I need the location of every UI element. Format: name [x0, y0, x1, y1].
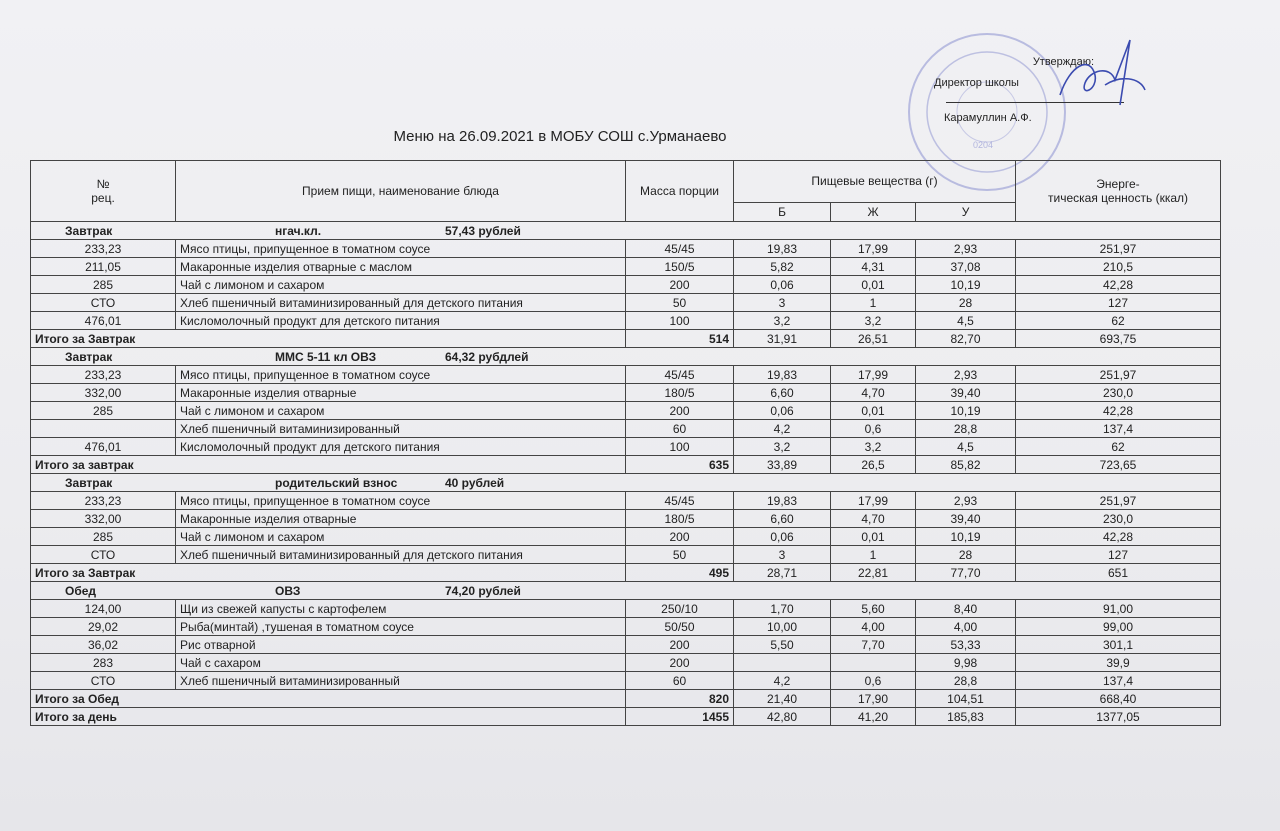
- energy-cell: 127: [1016, 546, 1221, 564]
- header-mass: Масса порции: [626, 161, 734, 222]
- dish-row: [31, 294, 1221, 312]
- mass-cell: 60: [626, 420, 734, 438]
- dish-row: [31, 420, 1221, 438]
- mass-cell: 200: [626, 636, 734, 654]
- total-row: [31, 330, 1221, 348]
- fat-cell: 4,00: [831, 618, 916, 636]
- header-nutrients: Пищевые вещества (г): [734, 161, 1016, 203]
- energy-cell: 210,5: [1016, 258, 1221, 276]
- fat-cell: 3,2: [831, 438, 916, 456]
- mass-cell: 250/10: [626, 600, 734, 618]
- dish-cell: Чай с лимоном и сахаром: [176, 528, 626, 546]
- dish-cell: Мясо птицы, припущенное в томатном соусе: [176, 366, 626, 384]
- total-energy: 651: [1016, 564, 1221, 582]
- day-total-row: [31, 708, 1221, 726]
- total-protein: 33,89: [734, 456, 831, 474]
- carbs-cell: 2,93: [916, 366, 1016, 384]
- section-header-row: [31, 474, 1221, 492]
- mass-cell: 180/5: [626, 510, 734, 528]
- section-meal: Завтрак: [65, 349, 113, 364]
- fat-cell: 1: [831, 546, 916, 564]
- section-group: родительский взнос: [275, 475, 398, 490]
- carbs-cell: 2,93: [916, 492, 1016, 510]
- dish-cell: Макаронные изделия отварные: [176, 384, 626, 402]
- fat-cell: 17,99: [831, 240, 916, 258]
- mass-cell: 60: [626, 672, 734, 690]
- fat-cell: 4,70: [831, 384, 916, 402]
- section-meal: Завтрак: [65, 223, 113, 238]
- energy-cell: 137,4: [1016, 672, 1221, 690]
- rec-no-cell: 233,23: [31, 240, 176, 258]
- protein-cell: 6,60: [734, 510, 831, 528]
- carbs-cell: 4,5: [916, 312, 1016, 330]
- protein-cell: 19,83: [734, 366, 831, 384]
- fat-cell: 7,70: [831, 636, 916, 654]
- total-energy: 693,75: [1016, 330, 1221, 348]
- total-row: [31, 690, 1221, 708]
- mass-cell: 45/45: [626, 366, 734, 384]
- energy-cell: 62: [1016, 312, 1221, 330]
- carbs-cell: 10,19: [916, 402, 1016, 420]
- protein-cell: 19,83: [734, 240, 831, 258]
- carbs-cell: 10,19: [916, 528, 1016, 546]
- day-total-mass: 1455: [626, 708, 734, 726]
- mass-cell: 50: [626, 546, 734, 564]
- rec-no-cell: [31, 420, 176, 438]
- dish-cell: Рис отварной: [176, 636, 626, 654]
- dish-cell: Мясо птицы, припущенное в томатном соусе: [176, 240, 626, 258]
- dish-row: [31, 402, 1221, 420]
- total-fat: 26,51: [831, 330, 916, 348]
- section-meal: Обед: [65, 583, 97, 598]
- energy-cell: 251,97: [1016, 366, 1221, 384]
- section-header: [31, 348, 1221, 366]
- fat-cell: 0,01: [831, 276, 916, 294]
- approval-line-3: Карамуллин А.Ф.: [944, 112, 1032, 124]
- rec-no-cell: 332,00: [31, 384, 176, 402]
- section-header: [31, 222, 1221, 240]
- dish-row: [31, 672, 1221, 690]
- rec-no-cell: 285: [31, 402, 176, 420]
- protein-cell: [734, 654, 831, 672]
- section-group: нгач.кл.: [275, 223, 322, 238]
- energy-cell: 251,97: [1016, 240, 1221, 258]
- carbs-cell: 53,33: [916, 636, 1016, 654]
- rec-no-cell: 476,01: [31, 312, 176, 330]
- day-total-protein: 42,80: [734, 708, 831, 726]
- mass-cell: 45/45: [626, 240, 734, 258]
- dish-row: [31, 240, 1221, 258]
- header-carbs: У: [916, 202, 1016, 221]
- day-total-fat: 41,20: [831, 708, 916, 726]
- section-price: 64,32 рубдлей: [445, 349, 529, 364]
- day-total-label: Итого за день: [31, 708, 626, 726]
- carbs-cell: 4,5: [916, 438, 1016, 456]
- dish-row: [31, 276, 1221, 294]
- fat-cell: 17,99: [831, 492, 916, 510]
- total-energy: 723,65: [1016, 456, 1221, 474]
- approval-line-1: Утверждаю:: [1032, 56, 1094, 68]
- mass-cell: 150/5: [626, 258, 734, 276]
- carbs-cell: 2,93: [916, 240, 1016, 258]
- dish-row: [31, 654, 1221, 672]
- dish-cell: Кисломолочный продукт для детского питания: [176, 438, 626, 456]
- energy-cell: 42,28: [1016, 528, 1221, 546]
- fat-cell: 0,6: [831, 672, 916, 690]
- total-row: [31, 456, 1221, 474]
- rec-no-cell: СТО: [31, 294, 176, 312]
- mass-cell: 45/45: [626, 492, 734, 510]
- header-row-1: [31, 161, 1221, 203]
- header-fat: Ж: [831, 202, 916, 221]
- header-dish: Прием пищи, наименование блюда: [176, 161, 626, 222]
- rec-no-cell: 36,02: [31, 636, 176, 654]
- total-protein: 28,71: [734, 564, 831, 582]
- energy-cell: 39,9: [1016, 654, 1221, 672]
- dish-row: [31, 618, 1221, 636]
- section-header-row: [31, 582, 1221, 600]
- menu-table: [30, 160, 1221, 726]
- mass-cell: 50: [626, 294, 734, 312]
- mass-cell: 180/5: [626, 384, 734, 402]
- dish-cell: Хлеб пшеничный витаминизированный: [176, 420, 626, 438]
- dish-cell: Чай с сахаром: [176, 654, 626, 672]
- protein-cell: 19,83: [734, 492, 831, 510]
- dish-row: [31, 384, 1221, 402]
- energy-cell: 42,28: [1016, 402, 1221, 420]
- fat-cell: 17,99: [831, 366, 916, 384]
- carbs-cell: 39,40: [916, 510, 1016, 528]
- protein-cell: 0,06: [734, 402, 831, 420]
- mass-cell: 200: [626, 402, 734, 420]
- energy-cell: 62: [1016, 438, 1221, 456]
- mass-cell: 50/50: [626, 618, 734, 636]
- protein-cell: 3: [734, 294, 831, 312]
- energy-cell: 42,28: [1016, 276, 1221, 294]
- protein-cell: 3: [734, 546, 831, 564]
- carbs-cell: 28: [916, 546, 1016, 564]
- dish-row: [31, 528, 1221, 546]
- header-rec-no: № рец.: [31, 161, 176, 222]
- rec-no-cell: 285: [31, 276, 176, 294]
- fat-cell: 5,60: [831, 600, 916, 618]
- approval-line-2: Директор школы: [934, 77, 1019, 89]
- protein-cell: 6,60: [734, 384, 831, 402]
- rec-no-cell: 124,00: [31, 600, 176, 618]
- section-header-row: [31, 348, 1221, 366]
- fat-cell: 0,01: [831, 528, 916, 546]
- rec-no-cell: СТО: [31, 546, 176, 564]
- total-label: Итого за Завтрак: [31, 564, 626, 582]
- section-price: 40 рублей: [445, 475, 505, 490]
- energy-cell: 230,0: [1016, 510, 1221, 528]
- dish-row: [31, 492, 1221, 510]
- rec-no-cell: 211,05: [31, 258, 176, 276]
- total-fat: 22,81: [831, 564, 916, 582]
- protein-cell: 0,06: [734, 276, 831, 294]
- dish-row: [31, 366, 1221, 384]
- total-fat: 26,5: [831, 456, 916, 474]
- dish-cell: Макаронные изделия отварные с маслом: [176, 258, 626, 276]
- section-price: 57,43 рублей: [445, 223, 521, 238]
- rec-no-cell: 283: [31, 654, 176, 672]
- total-mass: 495: [626, 564, 734, 582]
- dish-cell: Макаронные изделия отварные: [176, 510, 626, 528]
- energy-cell: 251,97: [1016, 492, 1221, 510]
- protein-cell: 5,50: [734, 636, 831, 654]
- dish-row: [31, 312, 1221, 330]
- energy-cell: 91,00: [1016, 600, 1221, 618]
- mass-cell: 200: [626, 654, 734, 672]
- total-mass: 514: [626, 330, 734, 348]
- day-total-energy: 1377,05: [1016, 708, 1221, 726]
- carbs-cell: 28: [916, 294, 1016, 312]
- energy-cell: 99,00: [1016, 618, 1221, 636]
- day-total-carbs: 185,83: [916, 708, 1016, 726]
- fat-cell: 1: [831, 294, 916, 312]
- total-mass: 635: [626, 456, 734, 474]
- mass-cell: 200: [626, 276, 734, 294]
- fat-cell: 3,2: [831, 312, 916, 330]
- rec-no-cell: 29,02: [31, 618, 176, 636]
- carbs-cell: 39,40: [916, 384, 1016, 402]
- total-carbs: 82,70: [916, 330, 1016, 348]
- section-meal: Завтрак: [65, 475, 113, 490]
- rec-no-cell: 476,01: [31, 438, 176, 456]
- dish-row: [31, 636, 1221, 654]
- rec-no-cell: 233,23: [31, 366, 176, 384]
- dish-cell: Кисломолочный продукт для детского питания: [176, 312, 626, 330]
- dish-cell: Хлеб пшеничный витаминизированный для детского питания: [176, 546, 626, 564]
- carbs-cell: 8,40: [916, 600, 1016, 618]
- section-header-row: [31, 222, 1221, 240]
- total-energy: 668,40: [1016, 690, 1221, 708]
- total-label: Итого за завтрак: [31, 456, 626, 474]
- fat-cell: 4,70: [831, 510, 916, 528]
- dish-row: [31, 438, 1221, 456]
- protein-cell: 1,70: [734, 600, 831, 618]
- total-carbs: 77,70: [916, 564, 1016, 582]
- section-header: [31, 582, 1221, 600]
- dish-cell: Чай с лимоном и сахаром: [176, 402, 626, 420]
- protein-cell: 10,00: [734, 618, 831, 636]
- dish-cell: Мясо птицы, припущенное в томатном соусе: [176, 492, 626, 510]
- dish-row: [31, 510, 1221, 528]
- total-mass: 820: [626, 690, 734, 708]
- total-protein: 31,91: [734, 330, 831, 348]
- total-fat: 17,90: [831, 690, 916, 708]
- protein-cell: 4,2: [734, 672, 831, 690]
- header-protein: Б: [734, 202, 831, 221]
- mass-cell: 100: [626, 312, 734, 330]
- dish-row: [31, 258, 1221, 276]
- section-header: [31, 474, 1221, 492]
- header-energy: Энерге- тическая ценность (ккал): [1016, 161, 1221, 222]
- total-label: Итого за Обед: [31, 690, 626, 708]
- total-carbs: 104,51: [916, 690, 1016, 708]
- fat-cell: [831, 654, 916, 672]
- menu-body: [31, 222, 1221, 726]
- dish-row: [31, 600, 1221, 618]
- carbs-cell: 37,08: [916, 258, 1016, 276]
- protein-cell: 4,2: [734, 420, 831, 438]
- svg-text:0204: 0204: [973, 140, 994, 150]
- total-row: [31, 564, 1221, 582]
- total-protein: 21,40: [734, 690, 831, 708]
- fat-cell: 0,6: [831, 420, 916, 438]
- fat-cell: 0,01: [831, 402, 916, 420]
- section-price: 74,20 рублей: [445, 583, 521, 598]
- dish-cell: Щи из свежей капусты с картофелем: [176, 600, 626, 618]
- protein-cell: 3,2: [734, 438, 831, 456]
- protein-cell: 5,82: [734, 258, 831, 276]
- rec-no-cell: 332,00: [31, 510, 176, 528]
- mass-cell: 100: [626, 438, 734, 456]
- protein-cell: 3,2: [734, 312, 831, 330]
- energy-cell: 230,0: [1016, 384, 1221, 402]
- section-group: ММС 5-11 кл ОВЗ: [275, 349, 377, 364]
- dish-cell: Чай с лимоном и сахаром: [176, 276, 626, 294]
- dish-cell: Хлеб пшеничный витаминизированный для детского питания: [176, 294, 626, 312]
- mass-cell: 200: [626, 528, 734, 546]
- fat-cell: 4,31: [831, 258, 916, 276]
- carbs-cell: 10,19: [916, 276, 1016, 294]
- carbs-cell: 28,8: [916, 420, 1016, 438]
- carbs-cell: 9,98: [916, 654, 1016, 672]
- dish-row: [31, 546, 1221, 564]
- dish-cell: Рыба(минтай) ,тушеная в томатном соусе: [176, 618, 626, 636]
- energy-cell: 301,1: [1016, 636, 1221, 654]
- section-group: ОВЗ: [275, 583, 301, 598]
- rec-no-cell: 233,23: [31, 492, 176, 510]
- carbs-cell: 4,00: [916, 618, 1016, 636]
- carbs-cell: 28,8: [916, 672, 1016, 690]
- rec-no-cell: 285: [31, 528, 176, 546]
- energy-cell: 127: [1016, 294, 1221, 312]
- total-label: Итого за Завтрак: [31, 330, 626, 348]
- protein-cell: 0,06: [734, 528, 831, 546]
- energy-cell: 137,4: [1016, 420, 1221, 438]
- rec-no-cell: СТО: [31, 672, 176, 690]
- director-signature: [1050, 35, 1150, 125]
- dish-cell: Хлеб пшеничный витаминизированный: [176, 672, 626, 690]
- page-title: Меню на 26.09.2021 в МОБУ СОШ с.Урманаево: [393, 128, 727, 145]
- total-carbs: 85,82: [916, 456, 1016, 474]
